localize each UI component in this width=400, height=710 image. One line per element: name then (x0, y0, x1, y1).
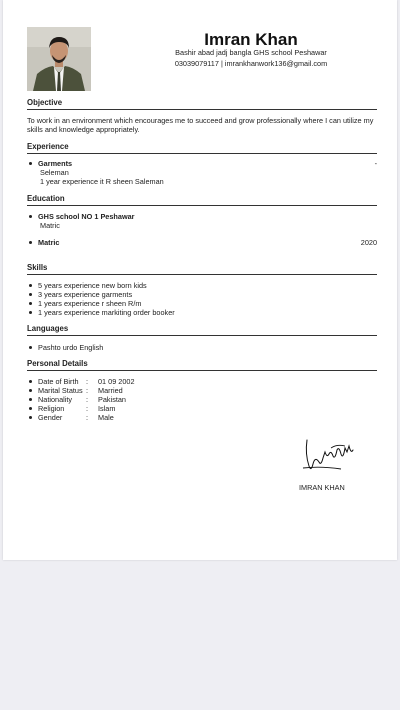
personal-value: Pakistan (98, 395, 126, 404)
personal-row-marital (27, 386, 377, 395)
signature-name: IMRAN KHAN (299, 483, 345, 492)
language-item: Pashto urdo English (27, 343, 377, 352)
skills-list (27, 281, 377, 317)
section-title-skills: Skills (27, 263, 377, 275)
skill-item: 5 years experience new born kids (27, 281, 377, 290)
education-degree: Matric (40, 221, 60, 230)
personal-row-dob (27, 377, 377, 386)
profile-photo (27, 27, 91, 91)
experience-date: - (374, 159, 377, 168)
personal-row-nationality (27, 395, 377, 404)
education-item-1 (27, 212, 377, 230)
resume-page (3, 0, 397, 560)
experience-item (27, 159, 377, 186)
experience-location: Seleman (40, 168, 69, 177)
objective-text: To work in an environment which encourages me to succeed and grow professionally where I can utilize my skills and knowledge appropriately. (27, 116, 374, 134)
candidate-contact: 03039079117 | imrankhanwork136@gmail.com (174, 59, 328, 68)
personal-colon: : (86, 377, 89, 386)
personal-colon: : (86, 395, 89, 404)
section-title-personal-details: Personal Details (27, 359, 377, 371)
section-title-experience: Experience (27, 142, 377, 154)
personal-value: 01 09 2002 (98, 377, 135, 386)
personal-label: Date of Birth (38, 377, 79, 386)
personal-value: Married (98, 386, 123, 395)
personal-value: Male (98, 413, 114, 422)
experience-entry (27, 159, 377, 168)
section-title-languages: Languages (27, 324, 377, 336)
personal-row-gender (27, 413, 377, 422)
personal-row-religion (27, 404, 377, 413)
personal-label: Nationality (38, 395, 73, 404)
education-item-2 (27, 238, 377, 247)
candidate-name: Imran Khan (204, 30, 298, 49)
personal-label: Gender (38, 413, 63, 422)
personal-label: Religion (38, 404, 65, 413)
personal-colon: : (86, 413, 89, 422)
education-school-2: Matric (38, 238, 60, 247)
education-year: 2020 (360, 238, 377, 247)
section-title-objective: Objective (27, 98, 377, 110)
section-title-education: Education (27, 194, 377, 206)
profile-photo-image (27, 27, 91, 91)
personal-colon: : (86, 386, 89, 395)
skill-item: 3 years experience garments (27, 290, 377, 299)
handwritten-signature (301, 436, 361, 476)
education-school: GHS school NO 1 Peshawar (27, 212, 377, 221)
experience-detail: 1 year experience it R sheen Saleman (40, 177, 164, 186)
languages-list (27, 343, 377, 352)
personal-details-list (27, 377, 377, 422)
experience-company: Garments (38, 159, 73, 168)
candidate-address: Bashir abad jadj bangla GHS school Peshawar (175, 48, 327, 57)
skill-item: 1 years experience markiting order booker (27, 308, 377, 317)
personal-value: Islam (98, 404, 116, 413)
skill-item: 1 years experience r sheen R/m (27, 299, 377, 308)
education-entry-2 (27, 238, 377, 247)
personal-colon: : (86, 404, 89, 413)
personal-label: Marital Status (38, 386, 83, 395)
